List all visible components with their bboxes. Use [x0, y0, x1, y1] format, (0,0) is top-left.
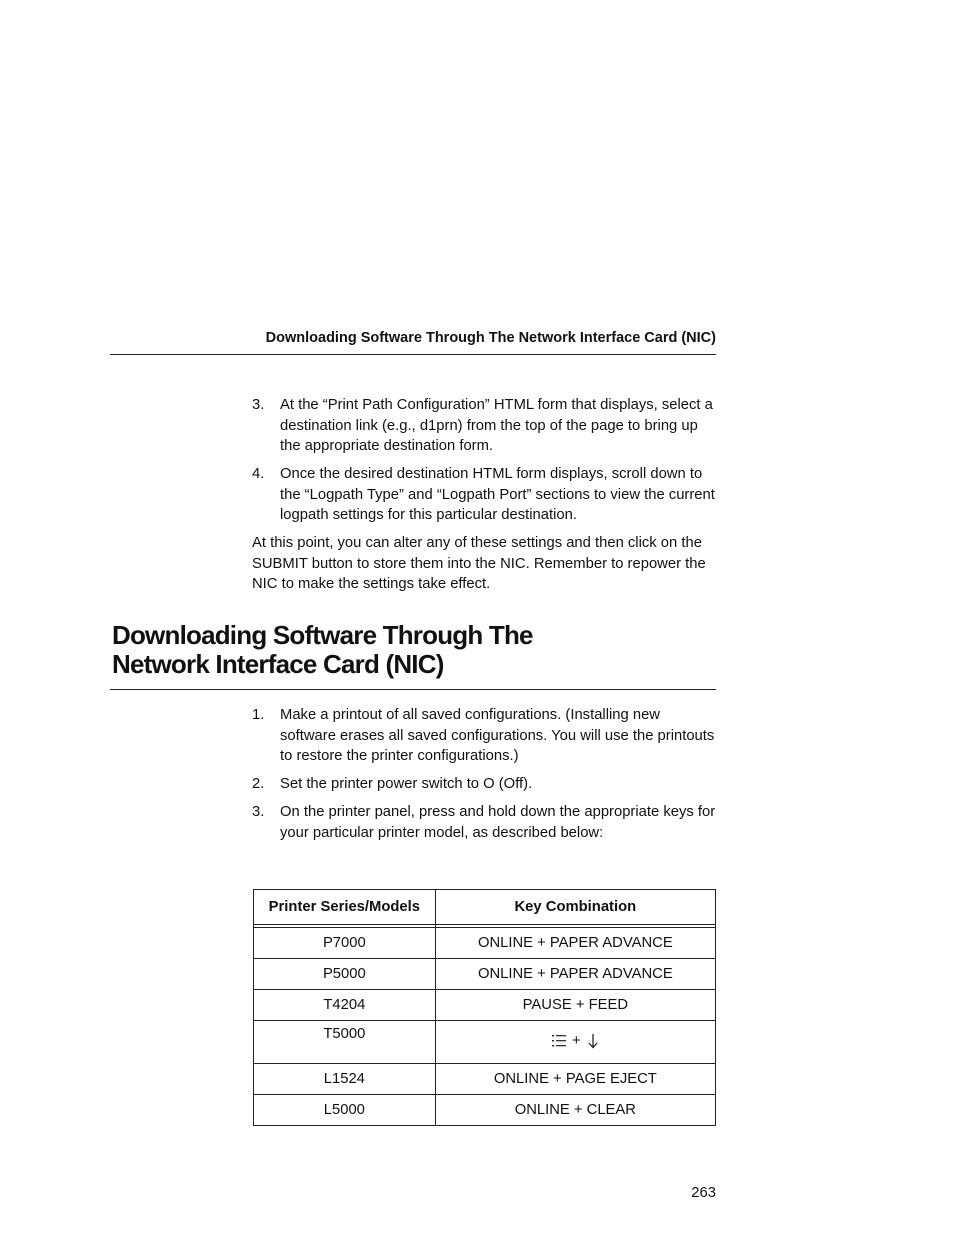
section-rule — [110, 689, 716, 690]
menu-list-icon — [552, 1034, 566, 1048]
list-item — [252, 705, 716, 767]
table-cell-model: L1524 — [254, 1064, 436, 1095]
table-row — [254, 928, 716, 959]
section-title-line-1: Downloading Software Through The — [112, 620, 533, 650]
list-item-text: Set the printer power switch to O (Off). — [280, 776, 533, 792]
list-item — [252, 802, 716, 843]
running-header: Downloading Software Through The Network Interface Card (NIC) — [265, 330, 716, 346]
table-cell-model: T4204 — [254, 990, 436, 1021]
table-row — [254, 1021, 716, 1064]
list-item — [252, 395, 716, 457]
page-number: 263 — [691, 1185, 716, 1201]
table-cell-keys: ONLINE + PAPER ADVANCE — [435, 959, 715, 990]
table-row — [254, 990, 716, 1021]
key-plus: + — [572, 1032, 581, 1049]
steps-list-continued — [252, 395, 716, 533]
list-item-text: Make a printout of all saved configurations. (Installing new software erases all saved configurations. You will use the printouts to restore the printer configurations.) — [280, 707, 715, 764]
table-header-keys: Key Combination — [435, 890, 715, 925]
list-item-text: Once the desired destination HTML form displays, scroll down to the “Logpath Type” and “Logpath Port” sections to view the current logpath settings for this particular destination. — [280, 466, 715, 523]
list-item-text: At the “Print Path Configuration” HTML form that displays, select a destination link (e.g., d1prn) from the top of the page to bring up the appropriate destination form. — [280, 397, 713, 454]
body-paragraph: At this point, you can alter any of these settings and then click on the SUBMIT button to store them into the NIC. Remember to repower the NIC to make the settings take effect. — [252, 535, 706, 592]
table-row — [254, 1064, 716, 1095]
list-item-text: On the printer panel, press and hold down the appropriate keys for your particular printer model, as described below: — [280, 804, 716, 841]
section-title — [112, 621, 712, 679]
list-item-number: 1. — [252, 707, 265, 723]
key-combination-table — [253, 889, 716, 1126]
section-title-line-2: Network Interface Card (NIC) — [112, 649, 444, 679]
table-cell-keys: ONLINE + CLEAR — [435, 1095, 715, 1126]
table-header-row — [254, 890, 716, 925]
list-item-number: 3. — [252, 397, 265, 413]
list-item — [252, 774, 716, 795]
table-cell-keys — [435, 1021, 715, 1064]
table-cell-model: P7000 — [254, 928, 436, 959]
list-item — [252, 464, 716, 526]
table-cell-model: L5000 — [254, 1095, 436, 1126]
table-cell-keys: ONLINE + PAGE EJECT — [435, 1064, 715, 1095]
table-row — [254, 959, 716, 990]
table-cell-keys: PAUSE + FEED — [435, 990, 715, 1021]
list-item-number: 4. — [252, 466, 265, 482]
table-cell-model: P5000 — [254, 959, 436, 990]
table-header-model: Printer Series/Models — [254, 890, 436, 925]
header-rule — [110, 354, 716, 355]
table-cell-keys: ONLINE + PAPER ADVANCE — [435, 928, 715, 959]
steps-list — [252, 705, 716, 851]
down-arrow-icon — [587, 1033, 599, 1049]
table-cell-model: T5000 — [254, 1021, 436, 1064]
list-item-number: 2. — [252, 776, 265, 792]
list-item-number: 3. — [252, 804, 265, 820]
table-row — [254, 1095, 716, 1126]
